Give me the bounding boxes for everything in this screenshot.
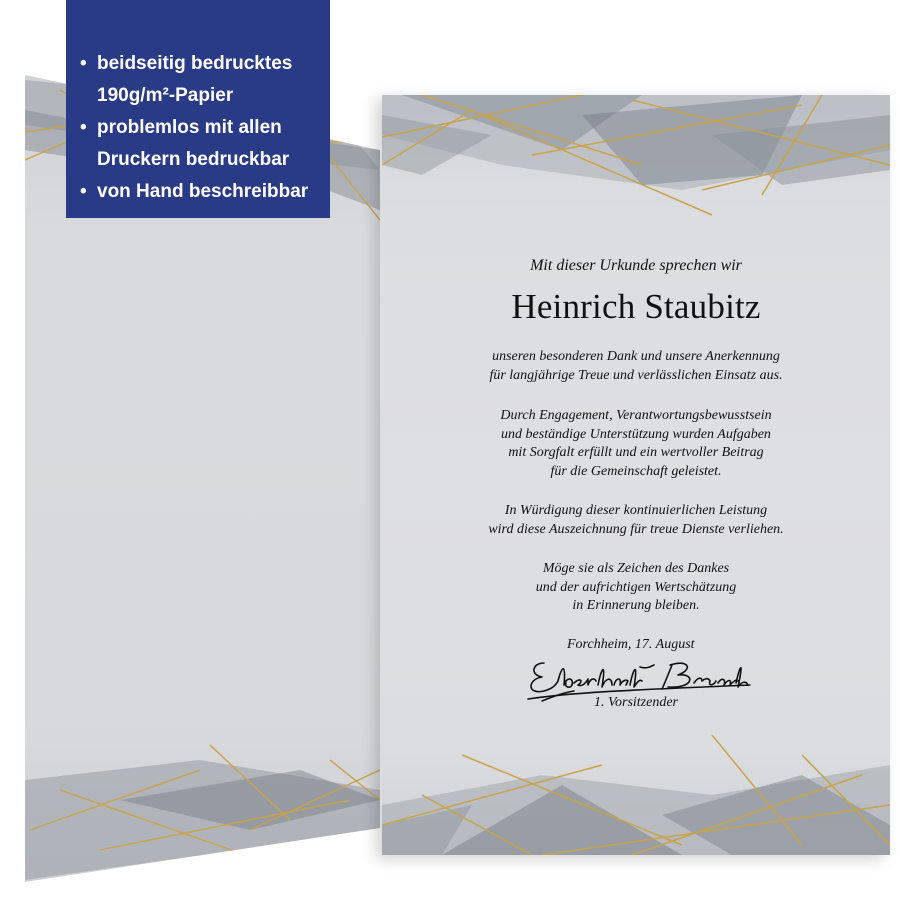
paragraph-line: für die Gemeinschaft geleistet.: [550, 463, 722, 479]
front-sheet: [382, 95, 890, 855]
feature-line: von Hand beschreibbar: [97, 181, 309, 202]
paragraph-line: Möge sie als Zeichen des Dankes: [542, 561, 730, 576]
feature-box: [66, 0, 330, 218]
paragraph-line: und der aufrichtigen Wertschätzung: [535, 579, 737, 595]
feature-line: Druckern bedruckbar: [97, 149, 290, 170]
paragraph-line: und beständige Unterstützung wurden Aufgaben: [501, 426, 771, 442]
place-date: Forchheim, 17. August: [567, 637, 695, 652]
feature-item: [80, 48, 330, 112]
recipient-name: Heinrich Staubitz: [511, 287, 761, 326]
feature-item: [80, 176, 330, 208]
feature-line: 190g/m²-Papier: [97, 85, 234, 106]
paragraph-line: mit Sorgfalt erfüllt und ein wertvoller Beitrag: [508, 445, 764, 460]
paragraph-line: Durch Engagement, Verantwortungsbewusstsein: [500, 408, 772, 423]
paragraph-4: [382, 560, 890, 616]
paragraph-1: [382, 348, 890, 385]
certificate-text: [382, 95, 890, 855]
feature-line: beidseitig bedrucktes: [97, 53, 293, 74]
paragraph-line: für langjährige Treue und verlässlichen Einsatz aus.: [489, 367, 783, 383]
certificate-intro: Mit dieser Urkunde sprechen wir: [530, 257, 742, 274]
paragraph-line: in Erinnerung bleiben.: [572, 598, 700, 613]
paragraph-2: [382, 407, 890, 481]
feature-line: problemlos mit allen: [97, 117, 282, 138]
paragraph-line: unseren besonderen Dank und unsere Anerkennung: [492, 349, 780, 364]
paragraph-3: [382, 502, 890, 539]
bullet-icon: •: [80, 117, 87, 138]
feature-item: [80, 112, 330, 176]
signer-role: 1. Vorsitzender: [594, 695, 678, 710]
feature-list: [66, 0, 330, 208]
paragraph-line: In Würdigung dieser kontinuierlichen Leistung: [504, 503, 768, 518]
bullet-icon: •: [80, 181, 87, 202]
paragraph-line: wird diese Auszeichnung für treue Dienste verliehen.: [488, 521, 784, 537]
bullet-icon: •: [80, 53, 87, 74]
